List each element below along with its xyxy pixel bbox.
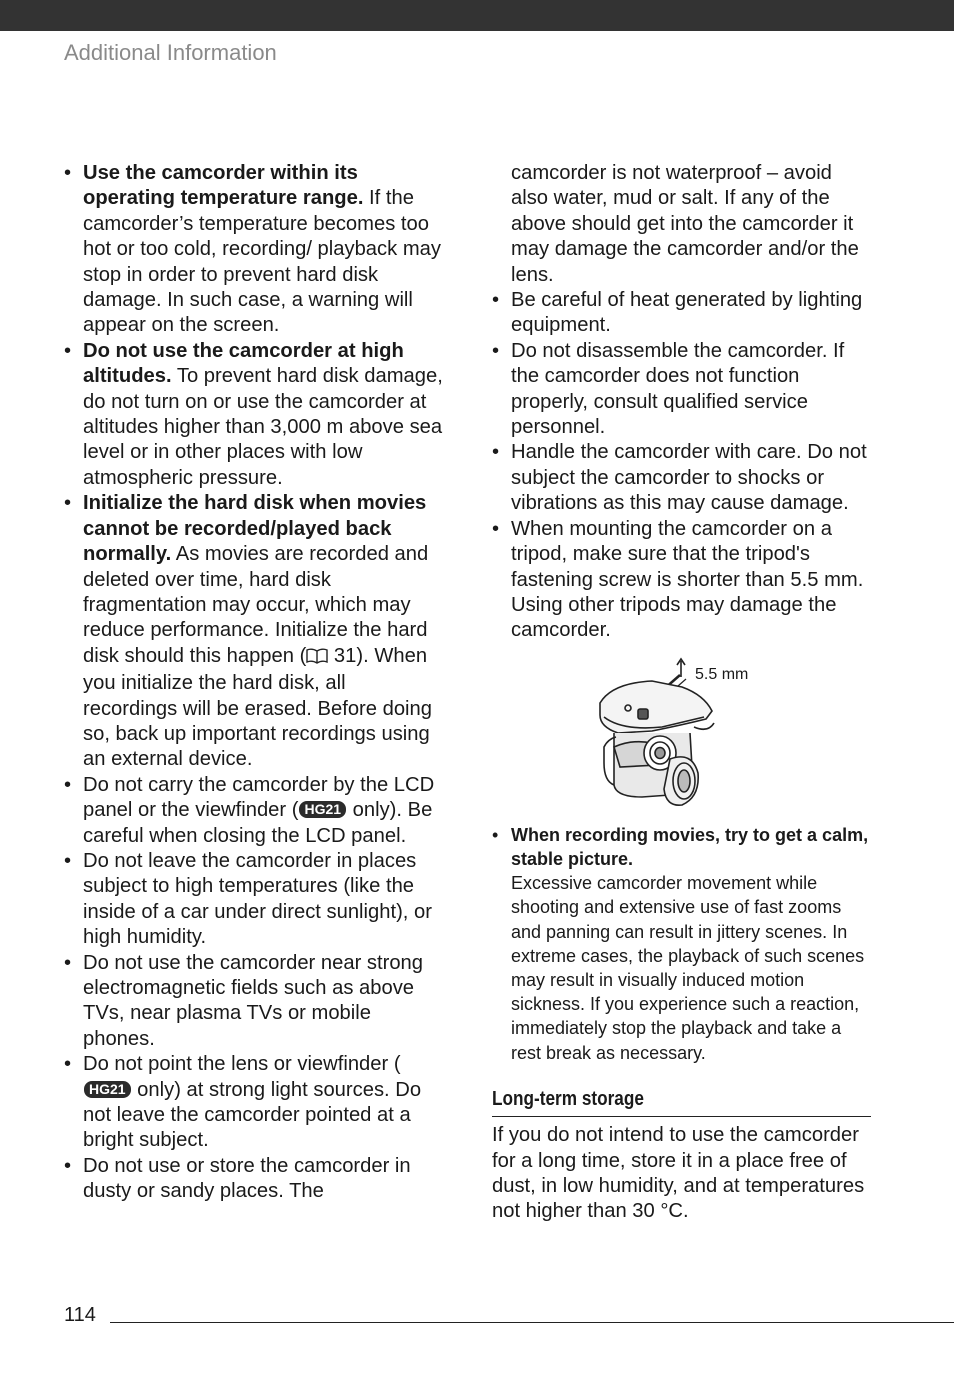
right-column <box>492 161 872 1225</box>
list-item: • Do not use or store the camcorder in dusty or sandy places. The <box>64 1154 444 1205</box>
precautions-list-continued <box>492 288 872 644</box>
list-item: • Initialize the hard disk when movies cannot be recorded/played back normally. As movies are recorded and deleted over time, hard disk fragmentation may occur, which may reduce performance. Initialize the hard disk should this happen ( 31). When you initialize the hard disk, all recordings will be erased. Before doing so, back up important recordings using an external device. <box>64 491 444 772</box>
list-item: • When recording movies, try to get a calm, stable picture. Excessive camcorder movement while shooting and extensive use of fast zooms and panning can result in jittery scenes. In extreme cases, the playback of such scenes may result in visually induced motion sickness. If you experience such a reaction, immediately stop the playback and take a rest break as necessary. <box>492 823 872 1065</box>
list-item: • Handle the camcorder with care. Do not subject the camcorder to shocks or vibrations as this may cause damage. <box>492 440 872 516</box>
model-badge: HG21 <box>299 801 346 818</box>
recording-tip-list <box>492 823 872 1065</box>
list-item: • Do not use the camcorder near strong electromagnetic fields such as above TVs, near plasma TVs or mobile phones. <box>64 951 444 1053</box>
top-bar <box>0 0 954 31</box>
left-column <box>64 161 444 1205</box>
storage-paragraph: If you do not intend to use the camcorder for a long time, store it in a place free of dust, in low humidity, and at temperatures not higher than 30 °C. <box>492 1124 865 1223</box>
list-item: • Use the camcorder within its operating temperature range. If the camcorder’s temperature becomes too hot or too cold, recording/ playback may stop in order to prevent hard disk damage. In such case, a warning will appear on the screen. <box>64 161 444 339</box>
precautions-list <box>64 161 444 1205</box>
list-item: • Do not use the camcorder at high altitudes. To prevent hard disk damage, do not turn on or use the camcorder at altitudes higher than 3,000 m above sea level or in other places with low atmospheric pressure. <box>64 339 444 491</box>
book-icon <box>306 646 328 671</box>
list-item: • Do not point the lens or viewfinder (HG21 only) at strong light sources. Do not leave the camcorder pointed at a bright subject. <box>64 1052 444 1154</box>
figure-label: 5.5 mm <box>695 665 749 683</box>
page-number: 114 <box>64 1304 96 1326</box>
camcorder-illustration <box>492 647 872 815</box>
section-title: Additional Information <box>64 40 277 65</box>
list-item: • Do not leave the camcorder in places subject to high temperatures (like the inside of a car under direct sunlight), or high humidity. <box>64 849 444 951</box>
list-item: • Do not carry the camcorder by the LCD panel or the viewfinder ( HG21 only). Be careful when closing the LCD panel. <box>64 773 444 849</box>
list-item: • Be careful of heat generated by lighting equipment. <box>492 288 872 339</box>
subheading-long-term-storage: Long-term storage <box>492 1087 644 1110</box>
footer-rule <box>110 1322 954 1323</box>
tripod-screw-figure <box>492 647 872 815</box>
subheading-rule <box>492 1116 871 1117</box>
list-item: • When mounting the camcorder on a tripod, make sure that the tripod's fastening screw is shorter than 5.5 mm. Using other tripods may damage the camcorder. <box>492 517 872 644</box>
model-badge: HG21 <box>84 1081 131 1098</box>
continued-text: camcorder is not waterproof – avoid also water, mud or salt. If any of the above should get into the camcorder it may damage the camcorder and/or the lens. <box>511 162 859 286</box>
list-item: • Do not disassemble the camcorder. If the camcorder does not function properly, consult qualified service personnel. <box>492 339 872 441</box>
